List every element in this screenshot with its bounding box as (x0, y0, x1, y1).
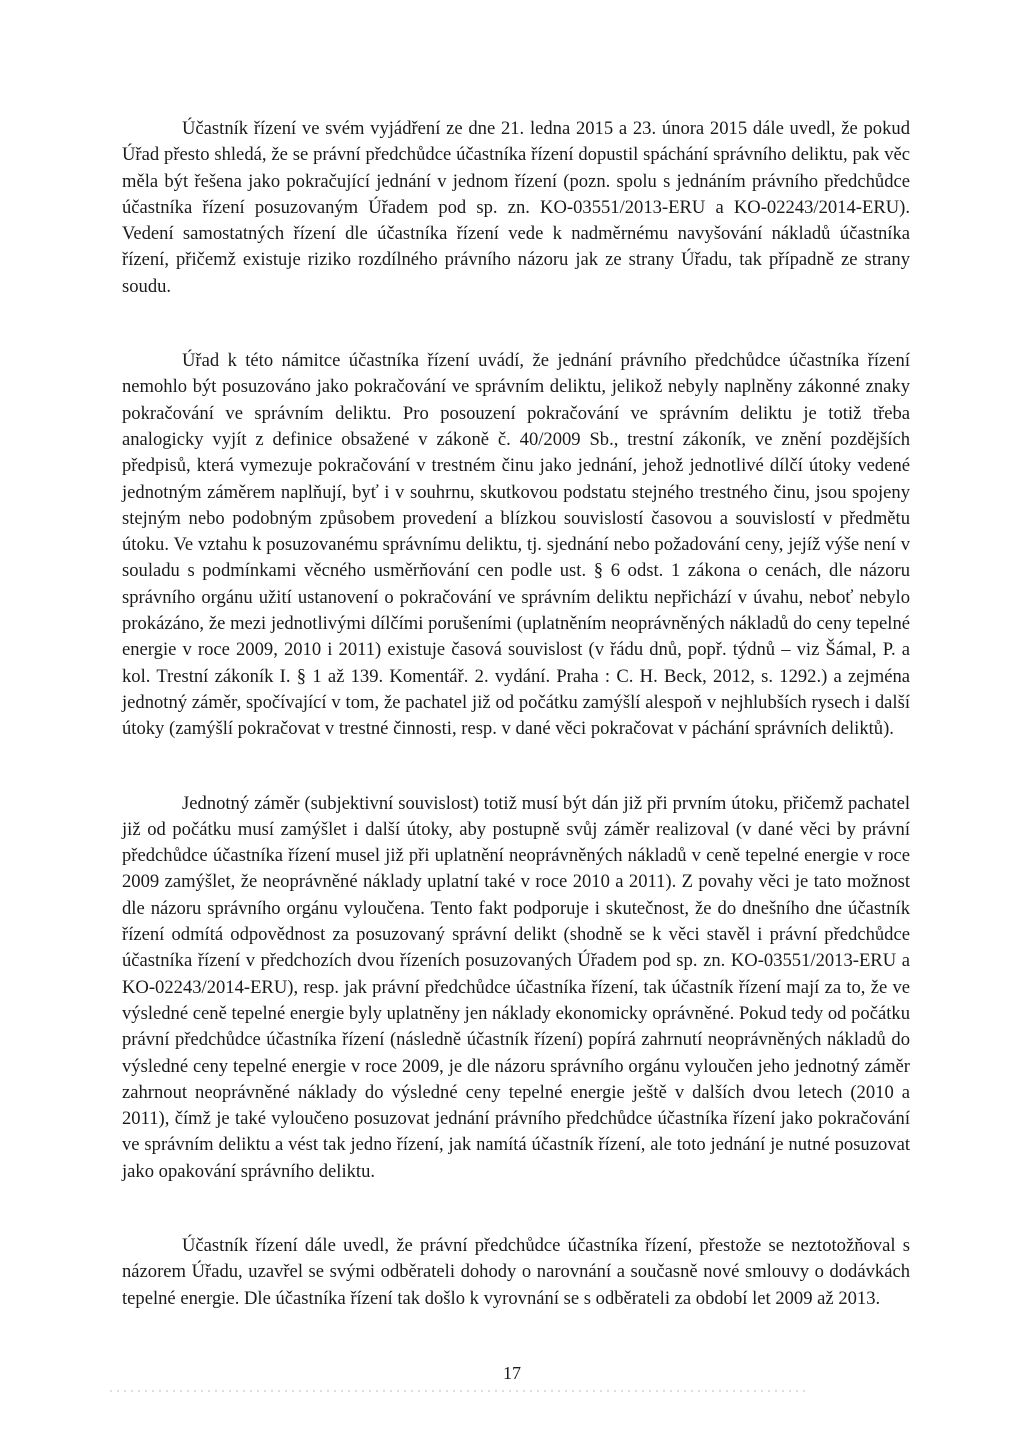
paragraph-1: Účastník řízení ve svém vyjádření ze dne 21. ledna 2015 a 23. února 2015 dále uvedl, že pokud Úřad přesto shledá, že se právní předchůdce účastníka řízení dopustil spáchání správního deliktu, pak věc měla být řešena jako pokračující jednání v jednom řízení (pozn. spolu s jednáním právního předchůdce účastníka řízení posuzovaným Úřadem pod sp. zn. KO-03551/2013-ERU a KO-02243/2014-ERU). Vedení samostatných řízení dle účastníka řízení vede k nadměrnému navyšování nákladů účastníka řízení, přičemž existuje riziko rozdílného právního názoru jak ze strany Úřadu, tak případně ze strany soudu. (122, 118, 910, 297)
paragraph-3: Jednotný záměr (subjektivní souvislost) totiž musí být dán již při prvním útoku, přičemž pachatel již od počátku musí zamýšlet i další útoky, aby postupně svůj záměr realizoval (v dané věci by právní předchůdce účastníka řízení musel již při uplatnění neoprávněných nákladů v ceně tepelné energie v roce 2009 zamýšlet, že neoprávněné náklady uplatní také v roce 2010 a 2011). Z povahy věci je tato možnost dle názoru správního orgánu vyloučena. Tento fakt podporuje i skutečnost, že do dnešního dne účastník řízení odmítá odpovědnost za posuzovaný správní delikt (shodně se k věci stavěl i právní předchůdce účastníka řízení v předchozích dvou řízeních posuzovaných Úřadem pod sp. zn. KO-03551/2013-ERU a KO-02243/2014-ERU), resp. jak právní předchůdce účastníka řízení, tak účastník řízení mají za to, že ve výsledné ceně tepelné energie byly uplatněny jen náklady ekonomicky oprávněné. Pokud tedy od počátku právní předchůdce účastníka řízení (následně účastník řízení) popírá zahrnutí neoprávněných nákladů do výsledné ceny tepelné energie v roce 2009, je dle názoru správního orgánu vyloučen jeho jednotný záměr zahrnout neoprávněné náklady do výsledné ceny tepelné energie ještě v dalších dvou letech (2010 a 2011), čímž je také vyloučeno posuzovat jednání právního předchůdce účastníka řízení jako pokračování ve správním deliktu a vést tak jedno řízení, jak namítá účastník řízení, ale toto jednání je nutné posuzovat jako opakování správního deliktu. (122, 792, 910, 1182)
paragraph-4: Účastník řízení dále uvedl, že právní předchůdce účastníka řízení, přestože se neztotožňoval s názorem Úřadu, uzavřel se svými odběrateli dohody o narovnání a současně nové smlouvy o dodávkách tepelné energie. Dle účastníka řízení tak došlo k vyrovnání se s odběrateli za období let 2009 až 2013. (122, 1234, 910, 1309)
paragraph-2: Úřad k této námitce účastníka řízení uvádí, že jednání právního předchůdce účastníka řízení nemohlo být posuzováno jako pokračování ve správním deliktu, jelikož nebyly naplněny zákonné znaky pokračování ve správním deliktu. Pro posouzení pokračování ve správním deliktu je totiž třeba analogicky vyjít z definice obsažené v zákoně č. 40/2009 Sb., trestní zákoník, ve znění pozdějších předpisů, která vymezuje pokračování v trestném činu jako jednání, jehož jednotlivé dílčí útoky vedené jednotným záměrem naplňují, byť i v souhrnu, skutkovou podstatu stejného trestného činu, jsou spojeny stejným nebo podobným způsobem provedení a blízkou souvislostí časovou a souvislostí v předmětu útoku. Ve vztahu k posuzovanému správnímu deliktu, tj. sjednání nebo požadování ceny, jejíž výše není v souladu s podmínkami věcného usměrňování cen podle ust. § 6 odst. 1 zákona o cenách, dle názoru správního orgánu užití ustanovení o pokračování ve správním deliktu nepřichází v úvahu, neboť nebylo prokázáno, že mezi jednotlivými dílčími porušeními (uplatněním neoprávněných nákladů do ceny tepelné energie v roce 2009, 2010 i 2011) existuje časová souvislost (v řádu dnů, popř. týdnů – viz Šámal, P. a kol. Trestní zákoník I. § 1 až 139. Komentář. 2. vydání. Praha : C. H. Beck, 2012, s. 1292.) a zejména jednotný záměr, spočívající v tom, že pachatel již od počátku zamýšlí alespoň v nejhlubších rysech i další útoky (zamýšlí pokračovat v trestné činnosti, resp. v dané věci pokračovat v páchání správních deliktů). (122, 350, 910, 740)
scan-noise-line (110, 1390, 810, 1392)
page-number: 17 (503, 1363, 521, 1383)
document-body (122, 116, 910, 1312)
